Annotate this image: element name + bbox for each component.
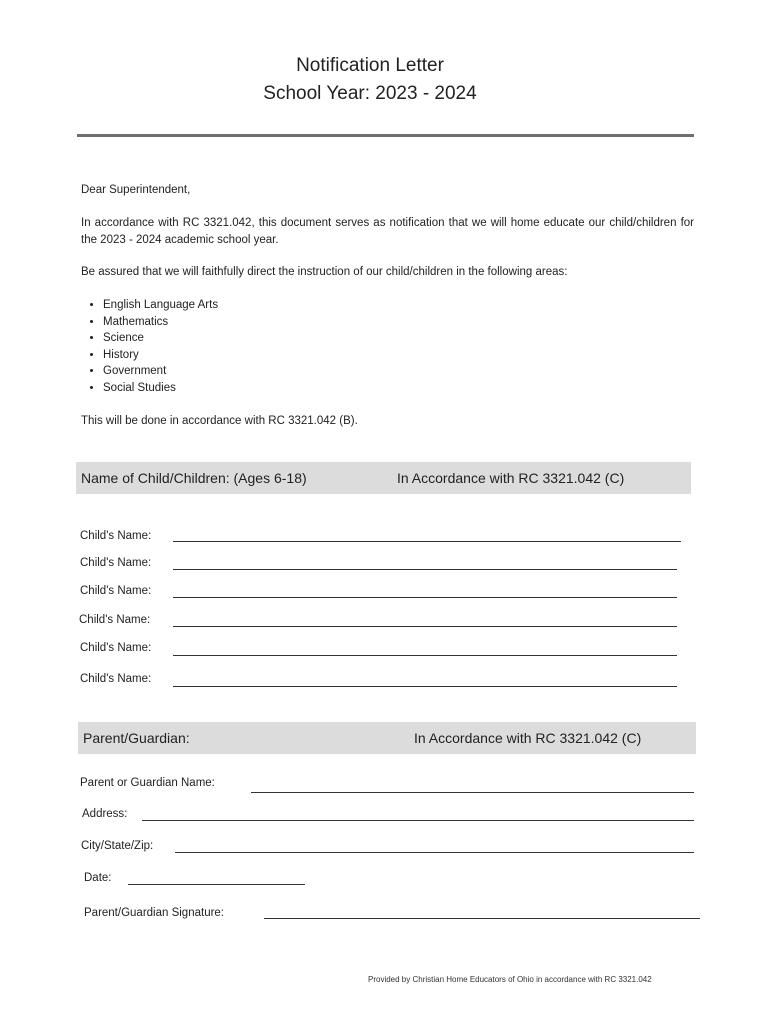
child-name-label: Child's Name: (80, 673, 152, 685)
parent-name-field[interactable] (251, 792, 694, 793)
subject-list (81, 297, 218, 397)
child-name-label: Child's Name: (80, 557, 152, 569)
salutation: Dear Superintendent, (81, 184, 191, 196)
parent-section-heading: Parent/Guardian: (83, 730, 190, 746)
child-name-label: Child's Name: (79, 614, 151, 626)
subject-item: • Mathematics (103, 314, 218, 331)
child-name-field[interactable] (173, 686, 677, 687)
address-label: Address: (82, 808, 128, 820)
child-name-field[interactable] (173, 655, 677, 656)
signature-label: Parent/Guardian Signature: (84, 907, 225, 919)
children-section-heading: Name of Child/Children: (Ages 6-18) (81, 470, 307, 486)
notification-paragraph: In accordance with RC 3321.042, this document serves as notification that we will home educate our child/children for the 2023 - 2024 academic school year. (81, 217, 694, 246)
child-name-field[interactable] (173, 569, 677, 570)
signature-field[interactable] (264, 918, 700, 919)
document-title: Notification Letter (296, 55, 444, 76)
children-section-reference: In Accordance with RC 3321.042 (C) (397, 470, 625, 486)
subject-item: • Science (103, 330, 218, 347)
school-year-subtitle: School Year: 2023 - 2024 (263, 83, 477, 104)
city-state-zip-field[interactable] (175, 852, 694, 853)
subject-item: • English Language Arts (103, 297, 218, 314)
compliance-statement: This will be done in accordance with RC 3321.042 (B). (81, 415, 358, 427)
address-field[interactable] (142, 820, 694, 821)
child-name-label: Child's Name: (80, 642, 152, 654)
subject-item: • History (103, 347, 218, 364)
parent-section-header (78, 722, 696, 754)
child-name-field[interactable] (173, 597, 677, 598)
children-section-header (76, 462, 691, 494)
date-field[interactable] (128, 884, 305, 885)
child-name-label: Child's Name: (80, 530, 152, 542)
instruction-paragraph: Be assured that we will faithfully direct the instruction of our child/children in the following areas: (81, 266, 568, 278)
subject-item: • Social Studies (103, 380, 218, 397)
parent-name-label: Parent or Guardian Name: (80, 777, 215, 789)
date-label: Date: (84, 872, 112, 884)
subject-item: • Government (103, 363, 218, 380)
city-state-zip-label: City/State/Zip: (81, 840, 154, 852)
parent-section-reference: In Accordance with RC 3321.042 (C) (414, 730, 642, 746)
child-name-field[interactable] (173, 541, 681, 542)
child-name-label: Child's Name: (80, 585, 152, 597)
child-name-field[interactable] (173, 626, 677, 627)
footer-note: Provided by Christian Home Educators of Ohio in accordance with RC 3321.042 (368, 975, 652, 984)
header-divider (77, 134, 694, 137)
